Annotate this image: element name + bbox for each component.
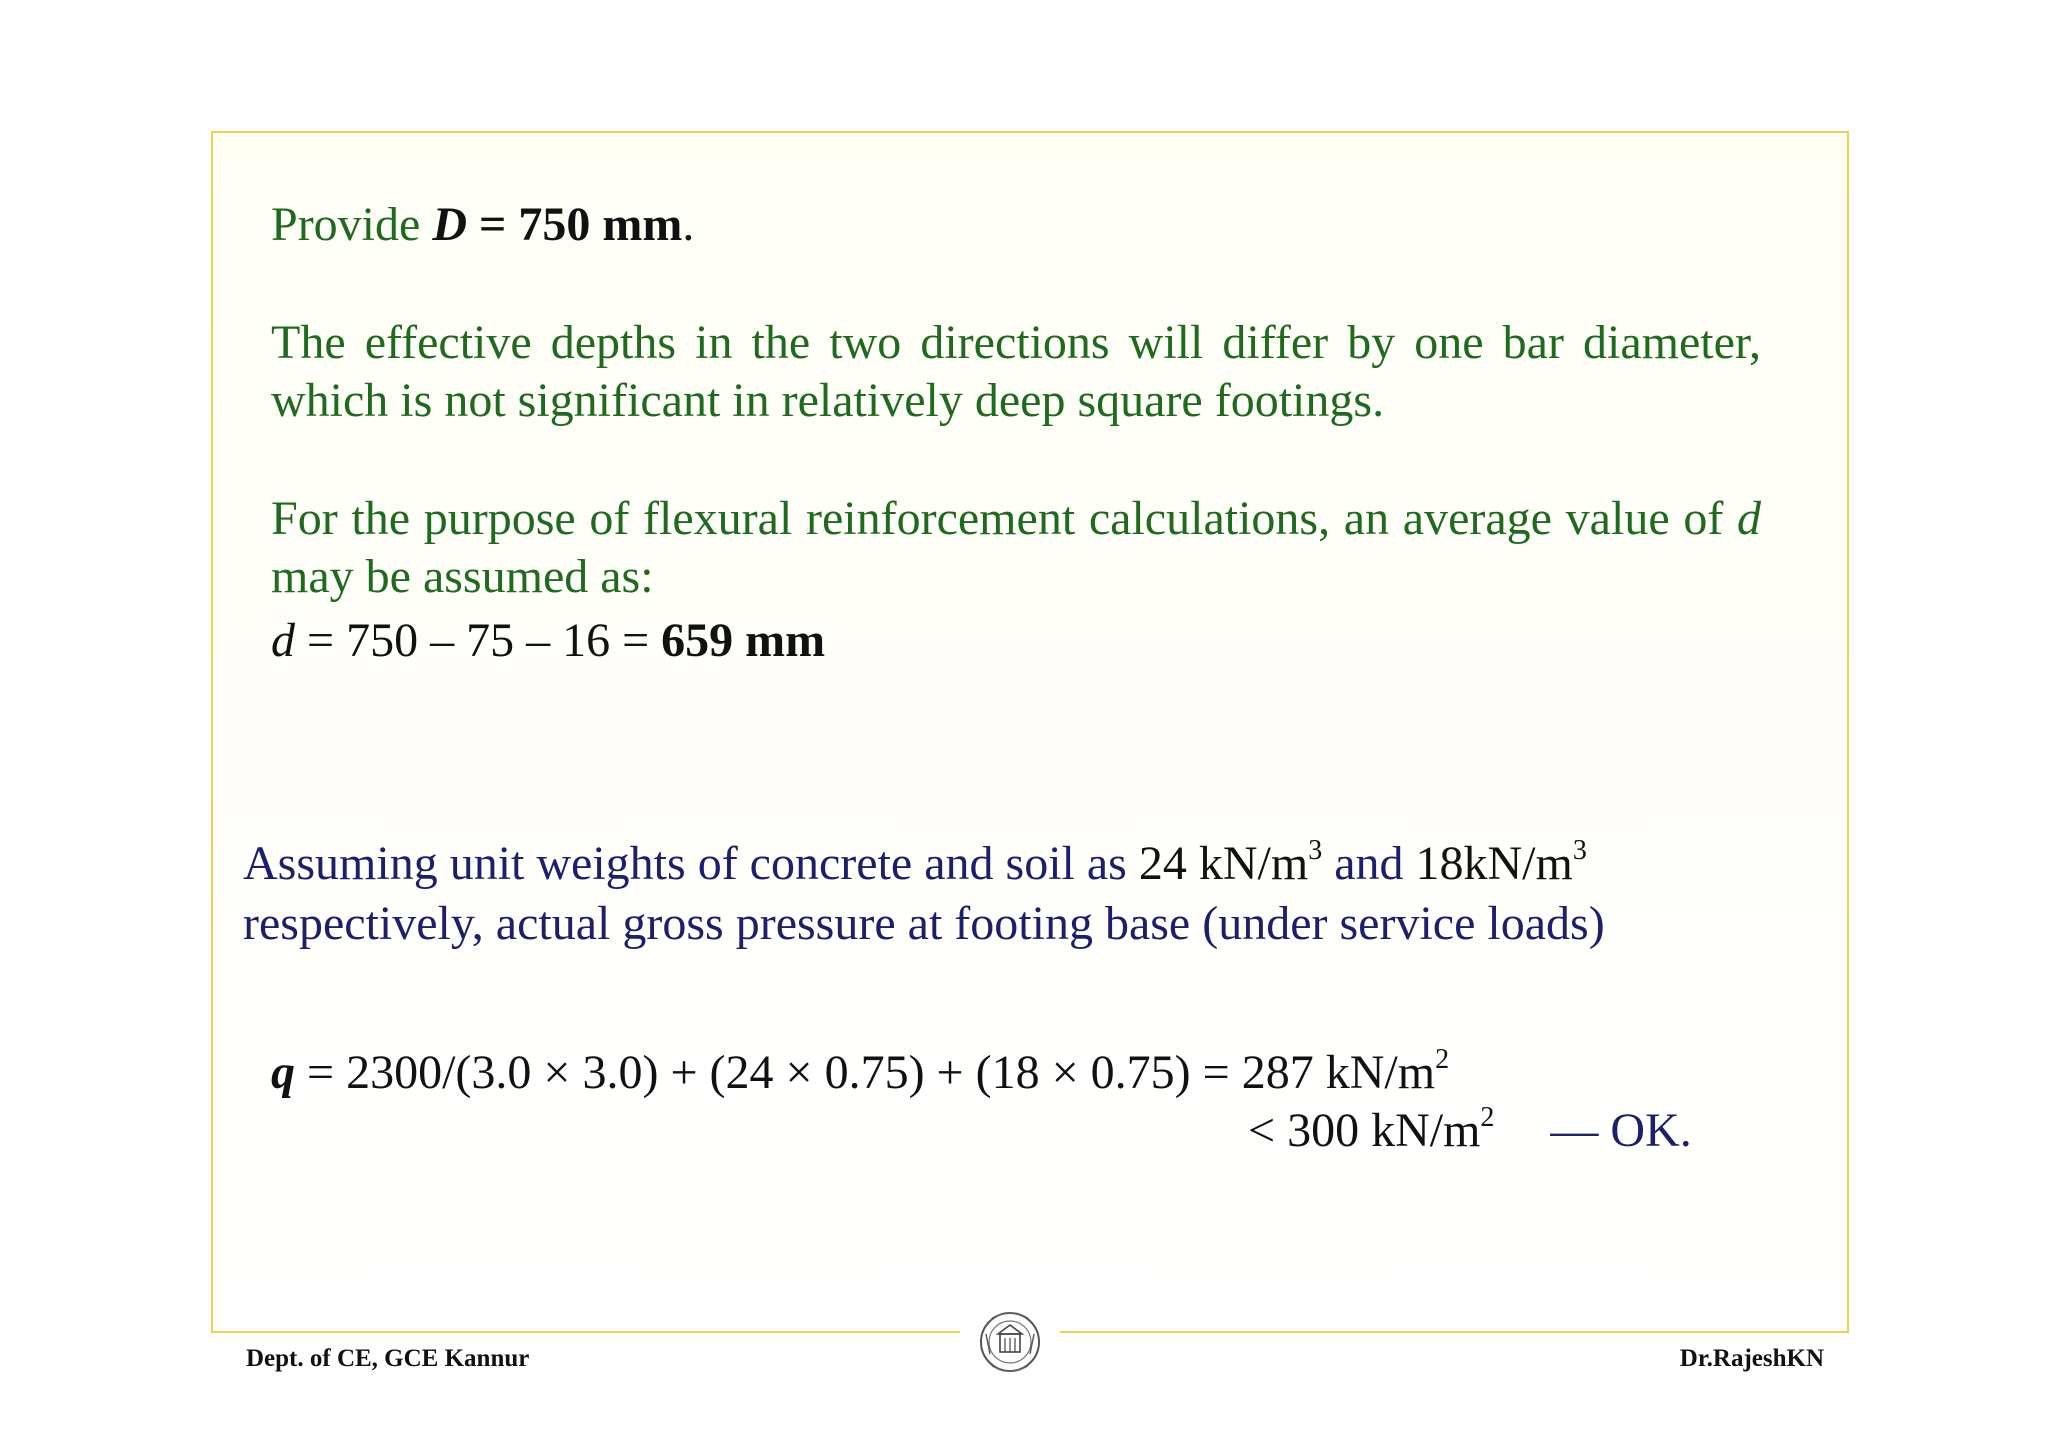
concrete-weight-exponent: 3 bbox=[1308, 835, 1323, 866]
concrete-weight bbox=[1139, 837, 1322, 890]
provide-label: Provide bbox=[271, 198, 433, 251]
footer-department: Dept. of CE, GCE Kannur bbox=[246, 1345, 530, 1372]
allowable-pressure: < 300 kN/m bbox=[1248, 1104, 1481, 1157]
pressure-exponent: 2 bbox=[1435, 1044, 1450, 1075]
ok-label: — OK. bbox=[1550, 1104, 1692, 1157]
pressure-equation bbox=[271, 1044, 1771, 1102]
footer-author: Dr.RajeshKN bbox=[1679, 1345, 1824, 1372]
pressure-check bbox=[1248, 1102, 1808, 1160]
soil-weight-value: 18kN/m bbox=[1415, 837, 1573, 890]
depth-value: = 750 mm bbox=[467, 198, 683, 251]
effective-depth-note: The effective depths in the two directions will differ by one bar diameter, which is not significant in relatively deep square footings. bbox=[271, 316, 1761, 427]
soil-weight-exponent: 3 bbox=[1572, 835, 1587, 866]
college-seal-icon bbox=[978, 1306, 1042, 1378]
unit-weight-assumption bbox=[243, 834, 1803, 954]
provide-depth-text bbox=[271, 196, 1761, 254]
depth-symbol: D bbox=[432, 198, 467, 251]
average-depth-lead: For the purpose of flexural reinforcement calculations, an average value of bbox=[271, 492, 1737, 545]
q-symbol: q bbox=[271, 1046, 295, 1099]
period: . bbox=[682, 198, 695, 251]
average-depth-tail: may be assumed as: bbox=[271, 550, 654, 603]
soil-weight bbox=[1416, 837, 1587, 890]
concrete-weight-value: 24 kN/m bbox=[1138, 837, 1309, 890]
d-symbol: d bbox=[1737, 492, 1761, 545]
assumption-tail: respectively, actual gross pressure at footing base (under service loads) bbox=[243, 897, 1605, 950]
depth-expression: = 750 – 75 – 16 = bbox=[295, 614, 662, 667]
d-symbol-eq: d bbox=[271, 614, 295, 667]
allowable-exponent: 2 bbox=[1480, 1102, 1495, 1133]
average-depth-intro bbox=[271, 490, 1761, 606]
depth-result: 659 mm bbox=[661, 614, 826, 667]
effective-depth-equation bbox=[271, 612, 1761, 670]
pressure-expression: = 2300/(3.0 × 3.0) + (24 × 0.75) + (18 × 0.75) = 287 kN/m bbox=[295, 1046, 1436, 1099]
and-word: and bbox=[1322, 837, 1416, 890]
assumption-lead: Assuming unit weights of concrete and soil as bbox=[243, 837, 1139, 890]
